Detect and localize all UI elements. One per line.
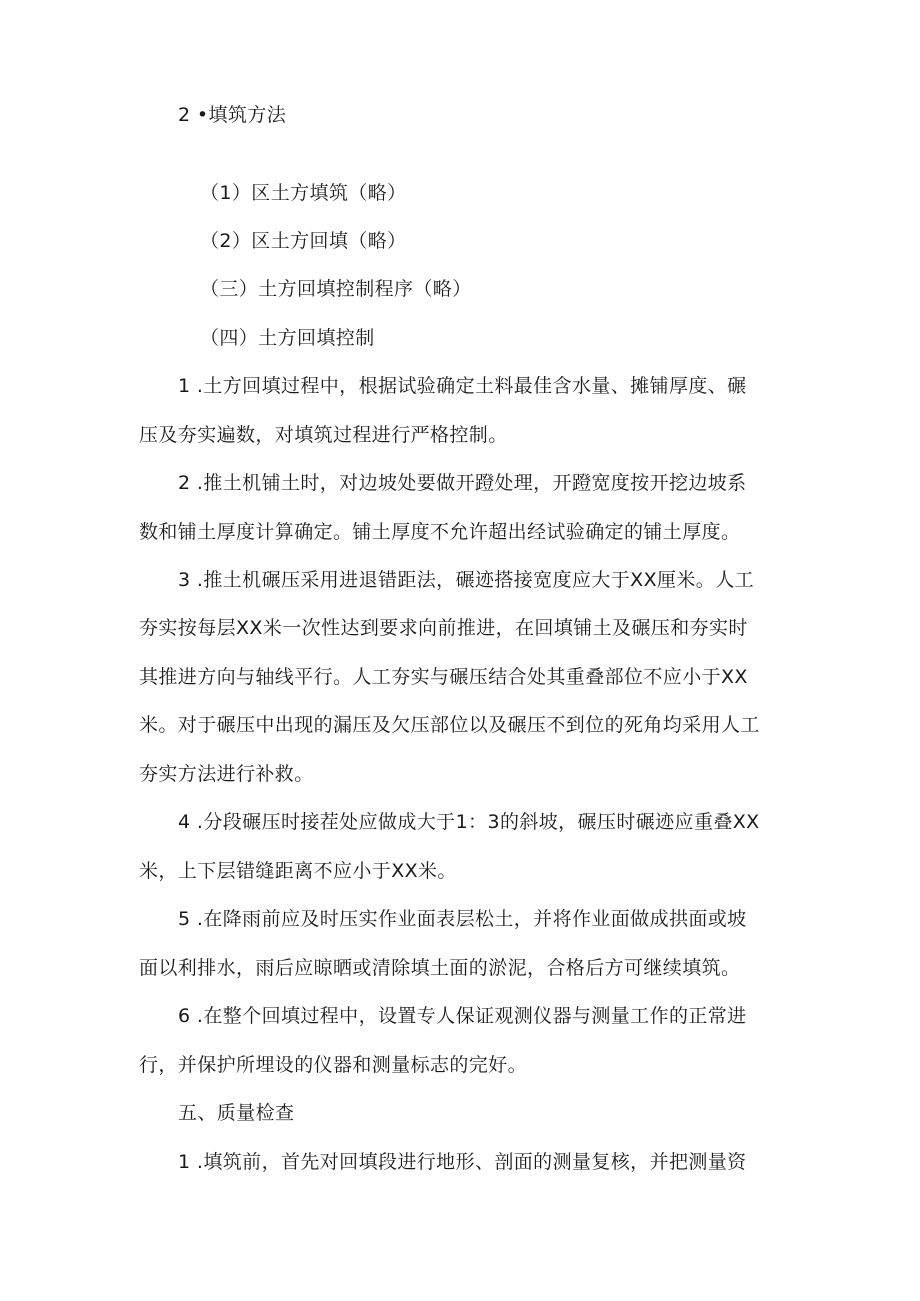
paragraph-line: 6 .在整个回填过程中，设置专人保证观测仪器与测量工作的正常进 — [178, 1005, 747, 1027]
paragraph-line: 2 .推土机铺土时，对边坡处要做开蹬处理，开蹬宽度按开挖边坡系 — [178, 472, 747, 494]
paragraph-line: 米。对于碾压中出现的漏压及欠压部位以及碾压不到位的死角均采用人工 — [139, 714, 760, 736]
paragraph-line: 其推进方向与轴线平行。人工夯实与碾压结合处其重叠部位不应小于XX — [139, 666, 748, 688]
paragraph-line: 米，上下层错缝距离不应小于XX米。 — [139, 860, 457, 882]
sub-heading: （三）土方回填控制程序（略） — [200, 278, 472, 300]
sub-heading: （四）土方回填控制 — [200, 327, 375, 349]
paragraph-line: 夯实方法进行补救。 — [139, 763, 314, 785]
paragraph-line: 1 .土方回填过程中，根据试验确定土料最佳含水量、摊铺厚度、碾 — [178, 375, 747, 397]
paragraph-line: 1 .填筑前，首先对回填段进行地形、剖面的测量复核，并把测量资 — [178, 1151, 747, 1173]
paragraph-line: 行，并保护所埋设的仪器和测量标志的完好。 — [139, 1054, 528, 1076]
paragraph-line: 面以利排水，雨后应晾晒或清除填土面的淤泥，合格后方可继续填筑。 — [139, 957, 741, 979]
section-heading: 五、质量检查 — [178, 1102, 295, 1124]
paragraph-line: 压及夯实遍数，对填筑过程进行严格控制。 — [139, 424, 508, 446]
paragraph-line: 3 .推土机碾压采用进退错距法，碾迹搭接宽度应大于XX厘米。人工 — [178, 569, 755, 591]
sub-item: （2）区土方回填（略） — [200, 230, 407, 252]
section-heading: 2 •填筑方法 — [178, 104, 287, 126]
sub-item: （1）区土方填筑（略） — [200, 182, 407, 204]
paragraph-line: 数和铺土厚度计算确定。铺土厚度不允许超出经试验确定的铺土厚度。 — [139, 521, 741, 543]
paragraph-line: 4 .分段碾压时接茬处应做成大于1：3的斜坡，碾压时碾迹应重叠XX — [178, 811, 760, 833]
paragraph-line: 5 .在降雨前应及时压实作业面表层松土，并将作业面做成拱面或坡 — [178, 908, 747, 930]
paragraph-line: 夯实按每层XX米一次性达到要求向前推进，在回填铺土及碾压和夯实时 — [139, 617, 748, 639]
